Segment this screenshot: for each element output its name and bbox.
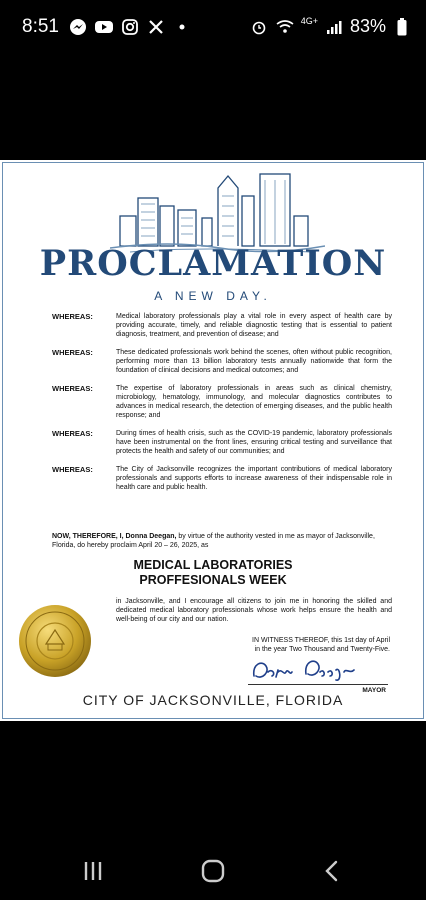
now-therefore-clause xyxy=(52,532,392,550)
whereas-label: WHEREAS: xyxy=(52,384,93,393)
alarm-icon xyxy=(249,17,269,37)
whereas-clause xyxy=(52,384,392,420)
x-icon xyxy=(146,17,166,37)
youtube-icon xyxy=(94,17,114,37)
status-time: 8:51 xyxy=(22,16,59,37)
signal-icon xyxy=(324,17,344,37)
city-footer: CITY OF JACKSONVILLE, FLORIDA xyxy=(82,692,344,708)
recents-button[interactable] xyxy=(73,856,113,886)
witness-line1: IN WITNESS THEREOF, this 1st day of April xyxy=(252,637,390,644)
whereas-text: The City of Jacksonville recognizes the important contributions of medical laboratory professionals and supports efforts to increase awareness of their indispensable role in health care and public health. xyxy=(116,466,392,491)
battery-icon xyxy=(392,17,412,37)
signature xyxy=(248,654,358,684)
whereas-clauses xyxy=(52,312,392,501)
recents-icon xyxy=(81,860,105,882)
wifi-icon xyxy=(275,17,295,37)
now-therefore-lead: NOW, THEREFORE, I, Donna Deegan, xyxy=(52,533,177,540)
skyline-illustration xyxy=(110,166,325,254)
whereas-text: These dedicated professionals work behind the scenes, often without public recognition, performing more than 13 billion laboratory tests annually nationwide that form the foundation of clinical decisions and medical outcomes; and xyxy=(116,349,392,374)
home-button[interactable] xyxy=(193,856,233,886)
notification-icons xyxy=(68,17,192,37)
whereas-clause xyxy=(52,429,392,456)
event-title-line2: PROFFESIONALS WEEK xyxy=(139,573,287,587)
whereas-clause xyxy=(52,465,392,492)
signature-line xyxy=(248,684,388,685)
whereas-label: WHEREAS: xyxy=(52,348,93,357)
back-icon xyxy=(322,859,342,883)
now-therefore-text: by virtue of the authority vested in me as mayor of Jacksonville, Florida, do hereby proclaim April 20 – 26, 2025, as xyxy=(52,533,375,549)
status-bar xyxy=(0,0,426,56)
whereas-text: The expertise of laboratory professionals in areas such as clinical chemistry, microbiology, hematology, immunology, and molecular diagnostics contributes to advances in medical research, the detection of emerging diseases, and the public health response; and xyxy=(116,385,392,419)
tagline: A NEW DAY. xyxy=(154,289,272,303)
event-title-line1: MEDICAL LABORATORIES xyxy=(133,558,293,572)
back-button[interactable] xyxy=(312,856,352,886)
network-type: 4G+ xyxy=(300,15,318,26)
whereas-label: WHEREAS: xyxy=(52,465,93,474)
messenger-icon xyxy=(68,17,88,37)
instagram-icon xyxy=(120,17,140,37)
closing-text: in Jacksonville, and I encourage all citizens to join me in honoring the skilled and dedicated medical laboratory professionals whose work helps ensure the health and well-being of our city and our nation. xyxy=(116,598,392,623)
witness-line2: in the year Two Thousand and Twenty-Five. xyxy=(254,646,390,653)
witness-statement xyxy=(200,636,390,654)
system-status xyxy=(249,16,412,37)
dot-icon xyxy=(172,17,192,37)
whereas-text: During times of health crisis, such as the COVID-19 pandemic, laboratory professionals have been instrumental on the front lines, ensuring critical testing and surveillance that protects the health and safety of our communities; and xyxy=(116,430,392,455)
home-icon xyxy=(200,858,226,884)
whereas-clause xyxy=(52,312,392,339)
whereas-label: WHEREAS: xyxy=(52,312,93,321)
proclamation-document xyxy=(0,160,426,721)
gold-seal-icon xyxy=(18,604,92,678)
whereas-text: Medical laboratory professionals play a vital role in every aspect of health care by providing accurate, timely, and reliable diagnostic testing that is essential to patient diagnosis, treatment, and prevention of disease; and xyxy=(116,313,392,338)
mayor-label: MAYOR xyxy=(362,687,386,694)
battery-percent: 83% xyxy=(349,16,386,36)
event-title xyxy=(0,558,426,588)
whereas-clause xyxy=(52,348,392,375)
whereas-label: WHEREAS: xyxy=(52,429,93,438)
proclamation-title: PROCLAMATION xyxy=(39,243,387,284)
navigation-bar xyxy=(0,840,426,900)
